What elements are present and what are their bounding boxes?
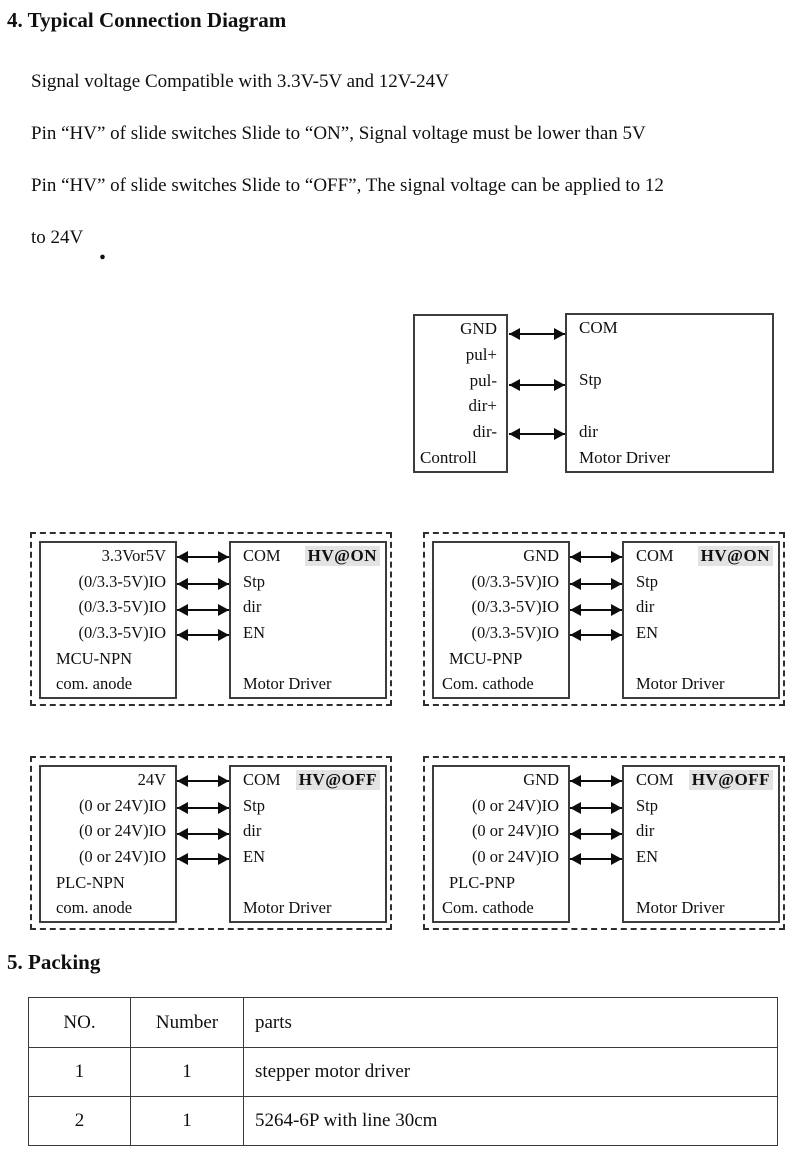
driver-pin: COM <box>243 769 281 789</box>
hv-mode-badge: HV@OFF <box>689 770 773 790</box>
spacer-row <box>231 870 385 896</box>
driver-pin-com-row <box>624 543 778 569</box>
hv-mode-badge: HV@ON <box>305 546 380 566</box>
driver-pin: Stp <box>636 571 659 591</box>
motor-driver-box <box>622 541 780 699</box>
driver-pin-com: COM <box>579 318 618 337</box>
driver-pin: Stp <box>243 571 266 591</box>
motor-driver-label: Motor Driver <box>636 674 725 694</box>
device-type-label: PLC-PNP <box>449 872 516 892</box>
wire-arrow <box>177 609 229 611</box>
device-type-label: PLC-NPN <box>56 872 125 892</box>
plc-npn-box <box>39 765 177 923</box>
header-parts: parts <box>244 998 778 1048</box>
motor-driver-label: Motor Driver <box>636 898 725 918</box>
driver-pin: EN <box>243 846 265 866</box>
driver-pin-com-row <box>624 767 778 793</box>
spacer-row <box>567 393 772 419</box>
diagram-plc-npn <box>30 756 392 930</box>
motor-driver-label: Motor Driver <box>579 448 671 467</box>
motor-driver-box <box>622 765 780 923</box>
driver-pin: EN <box>636 622 658 642</box>
device-pin: (0/3.3-5V)IO <box>471 622 559 642</box>
controller-pin-dir-plus: dir+ <box>468 396 497 416</box>
device-pin: (0 or 24V)IO <box>78 821 166 841</box>
driver-pin-dir: dir <box>579 422 598 441</box>
driver-pin-stp: Stp <box>579 370 602 389</box>
wire-arrow <box>177 583 229 585</box>
device-common-label: Com. cathode <box>442 674 534 694</box>
plc-pnp-box <box>432 765 570 923</box>
intro-line-2: Pin “HV” of slide switches Slide to “ON”, Signal voltage must be lower than 5V <box>31 123 646 144</box>
table-row <box>29 1097 778 1146</box>
driver-pin: EN <box>636 846 658 866</box>
wire-arrow <box>177 556 229 558</box>
driver-pin-com-row <box>231 767 385 793</box>
mcu-npn-box <box>39 541 177 699</box>
device-pin: (0 or 24V)IO <box>471 846 559 866</box>
wire-arrow <box>570 556 622 558</box>
device-common-label: com. anode <box>56 674 133 694</box>
table-row <box>29 1048 778 1097</box>
wire-arrow-gnd-com <box>509 333 565 335</box>
motor-driver-box <box>229 765 387 923</box>
driver-pin: dir <box>636 597 655 617</box>
motor-driver-box <box>565 313 774 473</box>
driver-pin: Stp <box>243 795 266 815</box>
packing-table <box>28 997 778 1146</box>
intro-line-3: Pin “HV” of slide switches Slide to “OFF”, The signal voltage can be applied to 12 <box>31 175 664 196</box>
section4-title: 4. Typical Connection Diagram <box>7 8 287 32</box>
header-number: Number <box>131 998 244 1048</box>
header-no: NO. <box>29 998 131 1048</box>
wire-arrow <box>570 858 622 860</box>
driver-pin: COM <box>636 769 674 789</box>
wire-arrow <box>570 634 622 636</box>
wire-arrow <box>177 634 229 636</box>
device-pin: (0/3.3-5V)IO <box>78 597 166 617</box>
diagram-mcu-pnp <box>423 532 785 706</box>
device-pin: (0 or 24V)IO <box>471 821 559 841</box>
device-type-label: MCU-PNP <box>449 648 523 668</box>
device-pin: 24V <box>137 769 166 789</box>
controller-pin-dir-minus: dir- <box>472 422 497 442</box>
device-pin: (0 or 24V)IO <box>78 846 166 866</box>
wire-arrow <box>570 609 622 611</box>
hv-mode-badge: HV@ON <box>698 546 773 566</box>
device-pin: (0/3.3-5V)IO <box>78 622 166 642</box>
driver-pin: EN <box>243 622 265 642</box>
device-pin: (0/3.3-5V)IO <box>78 571 166 591</box>
controller-pin-pul-minus: pul- <box>469 370 497 390</box>
controller-label: Controll <box>420 448 477 468</box>
controller-box <box>413 314 508 473</box>
intro-line-1: Signal voltage Compatible with 3.3V-5V and 12V-24V <box>31 71 449 92</box>
section5-title: 5. Packing <box>7 950 101 974</box>
table-header-row <box>29 998 778 1048</box>
wire-arrow <box>570 780 622 782</box>
driver-pin: dir <box>243 597 262 617</box>
device-common-label: Com. cathode <box>442 898 534 918</box>
intro-line-4: to 24V <box>31 227 84 248</box>
wire-arrow <box>177 780 229 782</box>
driver-pin: COM <box>636 545 674 565</box>
diagram-mcu-npn <box>30 532 392 706</box>
device-pin: (0/3.3-5V)IO <box>471 597 559 617</box>
motor-driver-box <box>229 541 387 699</box>
wire-arrow <box>570 807 622 809</box>
cell-parts: 5264-6P with line 30cm <box>244 1097 778 1146</box>
spacer-row <box>231 646 385 672</box>
device-pin: GND <box>523 545 559 565</box>
device-pin: (0/3.3-5V)IO <box>471 571 559 591</box>
device-type-label: MCU-NPN <box>56 648 133 668</box>
wire-arrow <box>177 858 229 860</box>
spacer-row <box>624 646 778 672</box>
motor-driver-label: Motor Driver <box>243 674 332 694</box>
controller-pin-gnd: GND <box>460 318 497 338</box>
cell-number: 1 <box>131 1048 244 1097</box>
wire-arrow <box>177 807 229 809</box>
device-common-label: com. anode <box>56 898 133 918</box>
spacer-row <box>624 870 778 896</box>
device-pin: (0 or 24V)IO <box>78 795 166 815</box>
driver-pin: dir <box>243 821 262 841</box>
driver-pin-com-row <box>231 543 385 569</box>
hv-mode-badge: HV@OFF <box>296 770 380 790</box>
wire-arrow <box>177 833 229 835</box>
wire-arrow <box>570 833 622 835</box>
stray-period-mark: . <box>99 235 106 266</box>
diagram-plc-pnp <box>423 756 785 930</box>
device-pin: 3.3Vor5V <box>101 545 166 565</box>
cell-number: 1 <box>131 1097 244 1146</box>
mcu-pnp-box <box>432 541 570 699</box>
cell-parts: stepper motor driver <box>244 1048 778 1097</box>
motor-driver-label: Motor Driver <box>243 898 332 918</box>
wire-arrow <box>570 583 622 585</box>
driver-pin: COM <box>243 545 281 565</box>
wire-arrow-pul-stp <box>509 384 565 386</box>
device-pin: (0 or 24V)IO <box>471 795 559 815</box>
driver-pin: dir <box>636 821 655 841</box>
driver-pin: Stp <box>636 795 659 815</box>
spacer-row <box>567 341 772 367</box>
controller-pin-pul-plus: pul+ <box>465 344 497 364</box>
wire-arrow-dir-dir <box>509 433 565 435</box>
device-pin: GND <box>523 769 559 789</box>
cell-no: 1 <box>29 1048 131 1097</box>
cell-no: 2 <box>29 1097 131 1146</box>
